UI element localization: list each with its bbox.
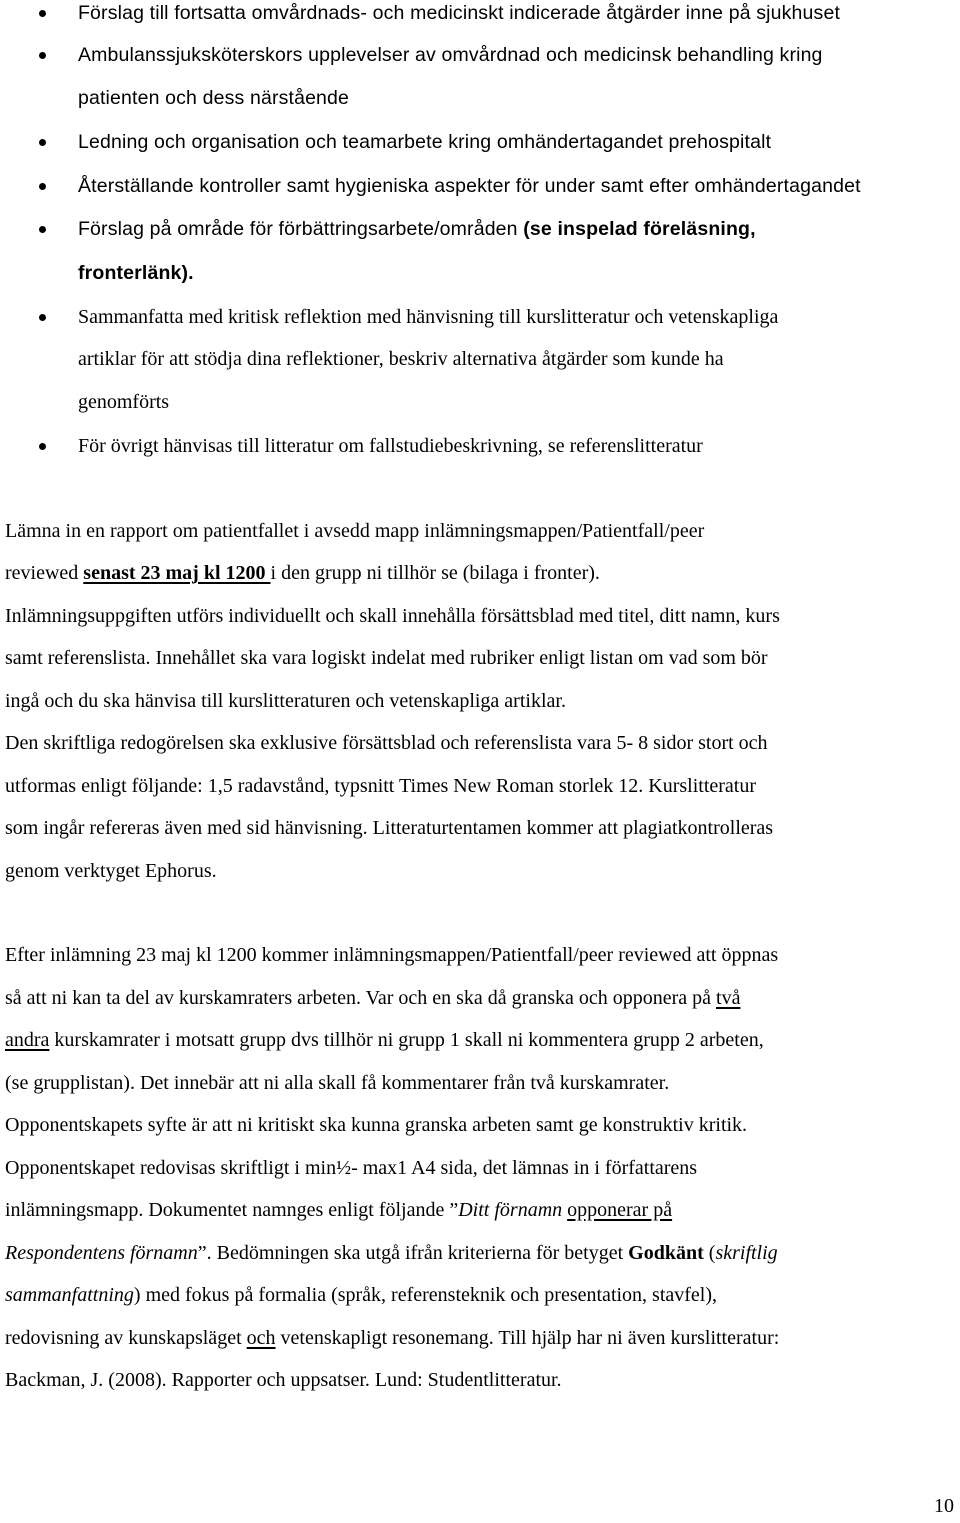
text-span: i den grupp ni tillhör se (bilaga i fronter). — [270, 562, 600, 584]
text-line: Opponentskapet redovisas skriftligt i min½- max1 A4 sida, det lämnas in i författarens — [5, 1157, 698, 1179]
text-line — [5, 1274, 960, 1316]
list-item-continuation: fronterlänk). — [78, 262, 194, 284]
text-span: ) med fokus på formalia (språk, referensteknik och presentation, stavfel), — [133, 1284, 718, 1306]
text-line: genom verktyget Ephorus. — [5, 860, 217, 882]
text-line: Backman, J. (2008). Rapporter och uppsatser. Lund: Studentlitteratur. — [5, 1369, 562, 1391]
bullet-icon — [39, 443, 46, 450]
list-item: Ambulanssjuksköterskors upplevelser av omvårdnad och medicinsk behandling kring — [78, 44, 823, 66]
list-item: Sammanfatta med kritisk reflektion med hänvisning till kurslitteratur och vetenskapliga — [78, 306, 779, 328]
text-span: ”. Bedömningen ska utgå ifrån kriterierna för betyget — [197, 1242, 629, 1264]
underlined-text: två — [716, 987, 741, 1009]
text-span: kurskamrater i motsatt grupp dvs tillhör ni grupp 1 skall ni kommentera grupp 2 arbeten, — [49, 1029, 764, 1051]
bullet-icon — [39, 10, 46, 17]
text-line: Opponentskapets syfte är att ni kritiskt ska kunna granska arbeten samt ge konstruktiv kritik. — [5, 1114, 748, 1136]
text-line: Lämna in en rapport om patientfallet i avsedd mapp inlämningsmappen/Patientfall/peer — [5, 520, 705, 542]
list-item-text: Förslag på område för förbättringsarbete/områden — [78, 218, 524, 240]
list-item: Förslag till fortsatta omvårdnads- och medicinskt indicerade åtgärder inne på sjukhuset — [78, 2, 841, 24]
list-item-bold-text: (se inspelad föreläsning, — [523, 218, 756, 240]
underlined-text: andra — [5, 1029, 50, 1051]
text-span: ( — [703, 1242, 716, 1264]
list-item-continuation: patienten och dess närstående — [78, 87, 350, 109]
text-span: redovisning av kunskapsläget — [5, 1327, 247, 1349]
text-line — [5, 552, 960, 594]
text-line — [5, 1317, 960, 1359]
list-item: Ledning och organisation och teamarbete kring omhändertagandet prehospitalt — [78, 131, 772, 153]
italic-text: skriftlig — [715, 1242, 778, 1264]
text-line — [5, 1232, 960, 1274]
underlined-text: opponerar på — [567, 1199, 673, 1221]
text-line — [5, 1019, 960, 1061]
italic-text: sammanfattning — [5, 1284, 134, 1306]
text-line: som ingår refereras även med sid hänvisning. Litteraturtentamen kommer att plagiatkontrolleras — [5, 817, 774, 839]
text-line: (se grupplistan). Det innebär att ni alla skall få kommentarer från två kurskamrater. — [5, 1072, 670, 1094]
list-item: Återställande kontroller samt hygieniska aspekter för under samt efter omhändertagandet — [78, 175, 861, 197]
list-item-continuation: genomförts — [78, 391, 170, 413]
text-line: utformas enligt följande: 1,5 radavstånd, typsnitt Times New Roman storlek 12. Kurslitteratur — [5, 775, 757, 797]
bullet-icon — [39, 226, 46, 233]
text-line — [5, 977, 960, 1019]
italic-text: Ditt förnamn — [458, 1199, 563, 1221]
bullet-icon — [39, 139, 46, 146]
bullet-icon — [39, 52, 46, 59]
list-item-continuation: artiklar för att stödja dina reflektioner, beskriv alternativa åtgärder som kunde ha — [78, 348, 724, 370]
list-item: För övrigt hänvisas till litteratur om fallstudiebeskrivning, se referenslitteratur — [78, 435, 703, 457]
text-span: reviewed — [5, 562, 84, 584]
text-line: Den skriftliga redogörelsen ska exklusive försättsblad och referenslista vara 5- 8 sidor stort och — [5, 732, 768, 754]
text-line — [5, 1189, 960, 1231]
text-line: ingå och du ska hänvisa till kurslitteraturen och vetenskapliga artiklar. — [5, 690, 566, 712]
text-span: inlämningsmapp. Dokumentet namnges enligt följande ” — [5, 1199, 459, 1221]
bullet-icon — [39, 183, 46, 190]
page-number: 10 — [934, 1495, 954, 1517]
text-span: vetenskapligt resonemang. Till hjälp har ni även kurslitteratur: — [275, 1327, 780, 1349]
text-line: samt referenslista. Innehållet ska vara logiskt indelat med rubriker enligt listan om vad som bör — [5, 647, 768, 669]
italic-text: Respondentens förnamn — [5, 1242, 198, 1264]
bullet-icon — [39, 314, 46, 321]
underlined-text: och — [246, 1327, 276, 1349]
grade-text: Godkänt — [628, 1242, 704, 1264]
deadline-text: senast 23 maj kl 1200 — [83, 562, 271, 584]
list-item — [78, 208, 948, 250]
text-line: Inlämningsuppgiften utförs individuellt och skall innehålla försättsblad med titel, ditt namn, kurs — [5, 605, 780, 627]
text-span: så att ni kan ta del av kurskamraters arbeten. Var och en ska då granska och opponera på — [5, 987, 717, 1009]
text-line: Efter inlämning 23 maj kl 1200 kommer inlämningsmappen/Patientfall/peer reviewed att öppnas — [5, 944, 779, 966]
